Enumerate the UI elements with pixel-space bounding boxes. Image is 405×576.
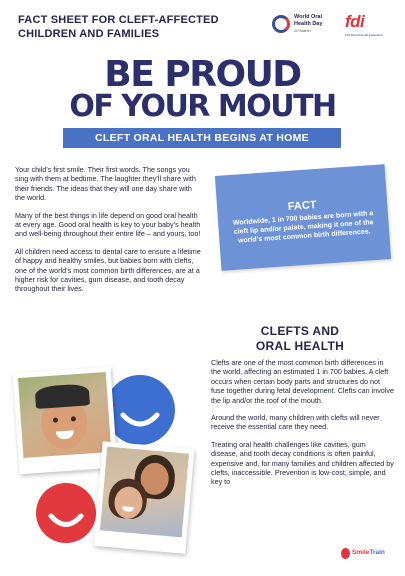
world-oral-health-day-logo xyxy=(272,13,342,39)
hero-line-1: BE PROUD xyxy=(104,54,301,95)
fdi-text: fdi xyxy=(345,12,365,31)
child-photo-girls xyxy=(94,441,195,554)
fdi-logo xyxy=(345,12,390,38)
blue-smile-circle xyxy=(105,375,175,445)
fdi-wordmark xyxy=(345,12,364,32)
section-banner: CLEFT ORAL HEALTH BEGINS AT HOME xyxy=(63,128,341,148)
wohd-ring-icon xyxy=(272,15,290,33)
smile-icon xyxy=(105,375,175,445)
red-smile-circle xyxy=(36,483,96,543)
right-paragraph-2: Around the world, many children with clefts will never receive the essential care they need. xyxy=(211,413,380,432)
left-column-text xyxy=(15,165,201,302)
title-line-1: FACT SHEET FOR CLEFT-AFFECTED xyxy=(18,14,219,26)
wohd-text: World Oral Health Day xyxy=(294,14,323,27)
photo-image xyxy=(18,372,111,458)
smile-icon xyxy=(36,483,96,543)
fdi-subtitle: FDI World Dental Federation xyxy=(345,33,384,37)
fact-text: Worldwide, 1 in 700 babies are born with a cleft lip and/or palate, making it one of the world’s most common birth differences. xyxy=(232,210,374,245)
photo-image xyxy=(100,447,189,538)
clefts-section-title: CLEFTS AND ORAL HEALTH xyxy=(255,324,345,353)
fact-sheet-title xyxy=(18,13,258,41)
right-column-text xyxy=(211,358,394,495)
left-paragraph-1: Your child’s first smile. Their first words. The songs you sing with them at bedtime. The laughter they’ll share with their friends. The ideas that they will one day share with the world. xyxy=(15,165,196,203)
smile-train-mark-icon xyxy=(341,548,350,559)
title-line-2: CHILDREN AND FAMILIES xyxy=(18,28,160,40)
right-paragraph-3: Treating oral health challenges like cavities, gum disease, and tooth decay conditions is often painful, expensive and, for many families and children affected by clefts, inaccessible. Prevention is low-cost, simple, and key to xyxy=(211,439,394,487)
fact-box xyxy=(215,164,391,271)
smile-train-logo xyxy=(341,547,391,561)
left-paragraph-3: All children need access to dental care to ensure a lifetime of happy and healthy smiles, but babies born with clefts, one of the world’s most common birth differences, are at a higher risk for cavities, gum disease, and tooth decay throughout their lives. xyxy=(15,246,201,294)
wohd-date: 20 March xyxy=(294,28,311,33)
hero-line-2: OF YOUR MOUTH xyxy=(69,89,336,124)
left-paragraph-2: Many of the best things in life depend on good oral health at every age. Good oral health is key to your baby’s health and well-being throughout their entire life – and yours, too! xyxy=(15,210,201,239)
smile-train-wordmark: SmileTrain xyxy=(352,549,385,556)
fact-title: FACT xyxy=(287,199,317,214)
right-paragraph-1: Clefts are one of the most common birth differences in the world, affecting an estimated 1 in 700 babies. A cleft occurs when certain body parts and structures do not fuse together during fetal development. Clefts can involve the lip and/or the roof of the mouth. xyxy=(211,358,394,405)
